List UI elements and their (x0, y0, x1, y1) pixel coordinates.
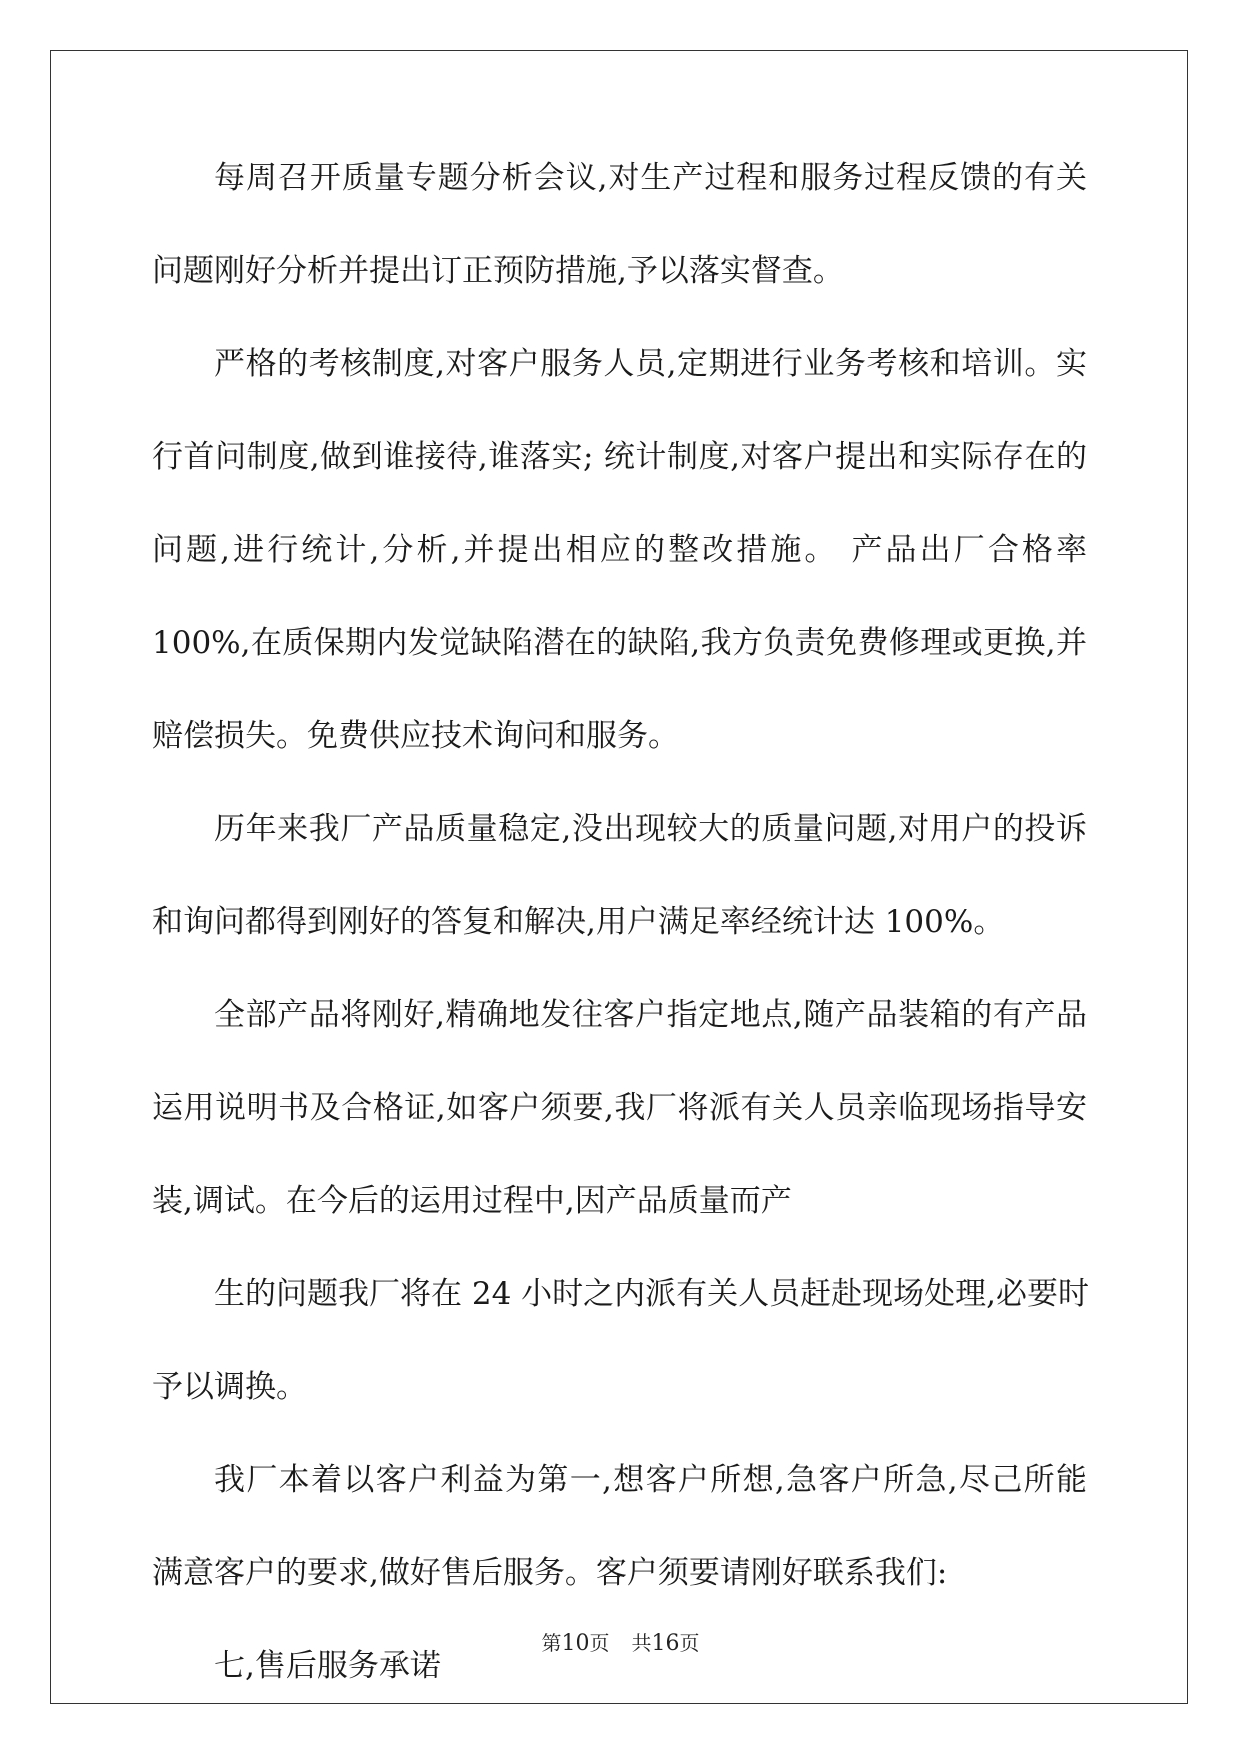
total-prefix: 共 (631, 1631, 652, 1655)
page-number: 10 (561, 1631, 590, 1656)
text-line: 行首问制度,做到谁接待,谁落实; 统计制度,对客户提出和实际存在的 (152, 439, 1087, 475)
text-line: 予以调换。 (152, 1369, 307, 1405)
text-line: 问题刚好分析并提出订正预防措施,予以落实督查。 (152, 253, 844, 289)
text-line: 赔偿损失。免费供应技术询问和服务。 (152, 718, 679, 754)
page-footer (0, 1631, 1241, 1656)
text-line: 历年来我厂产品质量稳定,没出现较大的质量问题,对用户的投诉 (214, 811, 1087, 847)
total-pages: 16 (651, 1631, 680, 1656)
text-line: 100%,在质保期内发觉缺陷潜在的缺陷,我方负责免费修理或更换,并 (152, 625, 1087, 661)
page-suffix: 页 (589, 1631, 610, 1655)
text-line: 装,调试。在今后的运用过程中,因产品质量而产 (152, 1183, 792, 1219)
text-line: 生的问题我厂将在 24 小时之内派有关人员赶赴现场处理,必要时 (214, 1276, 1090, 1312)
text-line: 运用说明书及合格证,如客户须要,我厂将派有关人员亲临现场指导安 (152, 1090, 1087, 1126)
text-line: 严格的考核制度,对客户服务人员,定期进行业务考核和培训。实 (214, 346, 1087, 382)
text-line: 全部产品将刚好,精确地发往客户指定地点,随产品装箱的有产品 (214, 997, 1087, 1033)
text-line: 我厂本着以客户利益为第一,想客户所想,急客户所急,尽己所能 (214, 1462, 1087, 1498)
section-heading: 七,售后服务承诺 (214, 1648, 441, 1684)
text-line: 和询问都得到刚好的答复和解决,用户满足率经统计达 100%。 (152, 904, 1005, 940)
total-suffix: 页 (679, 1631, 700, 1655)
text-line: 问题,进行统计,分析,并提出相应的整改措施。 产品出厂合格率 (152, 532, 1087, 568)
document-body (152, 160, 1090, 1741)
text-line: 每周召开质量专题分析会议,对生产过程和服务过程反馈的有关 (214, 160, 1087, 196)
page-prefix: 第 (541, 1631, 562, 1655)
text-line: 满意客户的要求,做好售后服务。客户须要请刚好联系我们: (152, 1555, 948, 1591)
